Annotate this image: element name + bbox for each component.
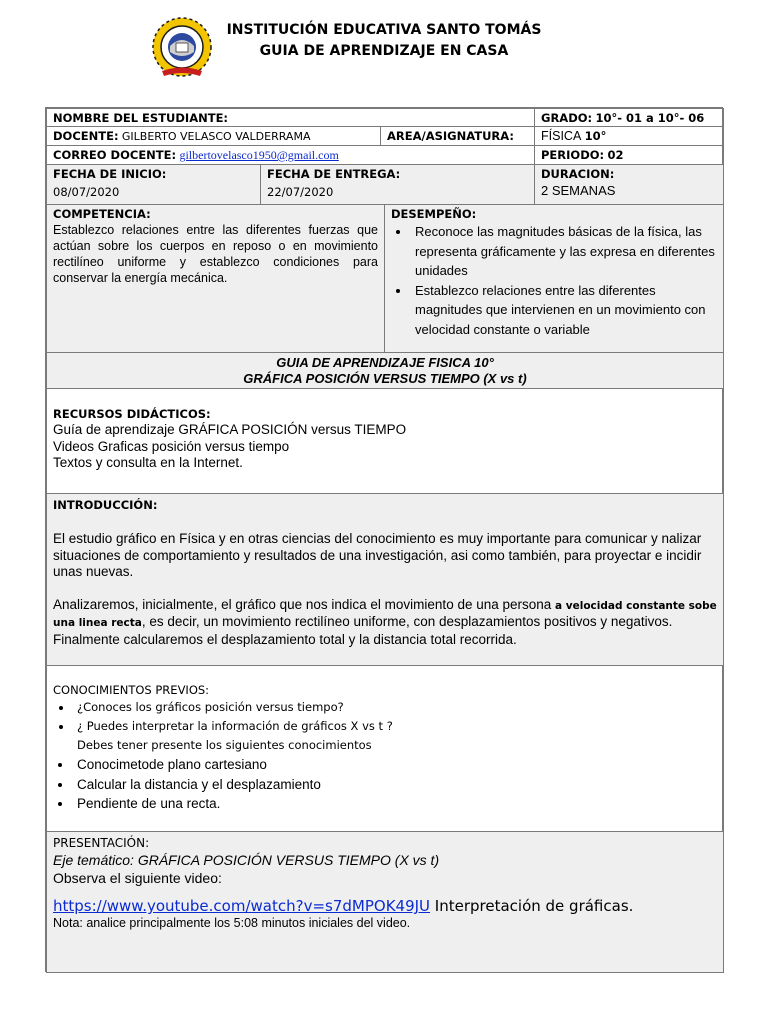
guide-title: GUIA DE APRENDIZAJE FISICA 10° (276, 355, 494, 370)
conocimientos-question: • ¿Conoces los gráficos posición versus tiempo? (73, 698, 717, 717)
student-name-cell (46, 108, 535, 127)
duration-cell (534, 164, 724, 205)
conocimientos-note: Debes tener presente los siguientes conocimientos (77, 738, 372, 752)
video-description: Interpretación de gráficas. (430, 897, 634, 915)
introduccion-p2 (53, 597, 717, 649)
area-value-cell (534, 126, 724, 146)
conocimientos-cell (46, 665, 724, 832)
due-date-cell (260, 164, 535, 205)
guide-title-cell (46, 352, 724, 389)
presentacion-observa: Observa el siguiente video: (53, 870, 222, 886)
competencia-label: COMPETENCIA: (53, 207, 151, 221)
period-cell (534, 145, 724, 165)
start-date-value: 08/07/2020 (53, 185, 120, 199)
conocimientos-question: • ¿ Puedes interpretar la información de gráficos X vs t ? (73, 717, 717, 736)
grade-cell (534, 108, 724, 127)
institution-name: INSTITUCIÓN EDUCATIVA SANTO TOMÁS (226, 22, 542, 38)
competencia-cell (46, 204, 385, 353)
conocimientos-item: • Conocimetode plano cartesiano (73, 755, 717, 775)
conocimientos-item: • Calcular la distancia y el desplazamiento (73, 775, 717, 795)
video-link[interactable]: https://www.youtube.com/watch?v=s7dMPOK49JU (53, 897, 431, 915)
presentacion-eje: Eje temático: GRÁFICA POSICIÓN VERSUS TIEMPO (X vs t) (53, 852, 440, 868)
area-grade: 10° (584, 129, 607, 143)
presentacion-nota: Nota: analice principalmente los 5:08 minutos iniciales del video. (53, 916, 411, 930)
desempeno-list (391, 222, 717, 339)
duration-value: 2 SEMANAS (541, 183, 616, 198)
recursos-line: Videos Graficas posición versus tiempo (53, 438, 290, 454)
desempeno-item: • Establezco relaciones entre las diferentes magnitudes que intervienen en un movimiento con velocidad constante o variable (411, 281, 717, 340)
grade-value: 10°- 01 a 10°- 06 (595, 111, 705, 125)
recursos-line: Textos y consulta en la Internet. (53, 455, 243, 470)
email-cell (46, 145, 535, 165)
recursos-cell (46, 388, 724, 494)
desempeno-item: • Reconoce las magnitudes básicas de la física, las representa gráficamente y las expresa en diferentes unidades (411, 222, 717, 281)
competencia-text: Establezco relaciones entre las diferentes fuerzas que actúan sobre los cuerpos en reposo o en movimiento rectilíneo uniforme y establezco condiciones para conservar la energía mecánica. (53, 223, 378, 285)
desempeno-label: DESEMPEÑO: (391, 207, 477, 221)
due-date-label: FECHA DE ENTREGA: (267, 167, 401, 181)
teacher-cell (46, 126, 381, 146)
conocimientos-item: • Pendiente de una recta. (73, 794, 717, 814)
conocimientos-list (53, 755, 717, 814)
introduccion-p2-bold: a velocidad constante sobe una linea recta (53, 599, 717, 629)
guide-sheet (45, 107, 723, 972)
teacher-email-link[interactable]: gilbertovelasco1950@gmail.com (179, 148, 339, 162)
conocimientos-questions (53, 698, 717, 736)
introduccion-p1: El estudio gráfico en Física y en otras ciencias del conocimiento es muy importante para comunicar y nalizar situaciones de comportamiento y resultados de una investigación, asi como también, para proyectar e incidir unas nuevas. (53, 531, 702, 579)
introduccion-p2-end: , es decir, un movimiento rectilíneo uniforme, con desplazamientos positivos y negativos. Finalmente calcularemos el desplazamiento total y la distancia total recorrida. (53, 614, 673, 647)
period-value: 02 (607, 148, 624, 162)
introduccion-p2-start: Analizaremos, inicialmente, el gráfico que nos indica el movimiento de una persona (53, 596, 556, 612)
presentacion-video-line (53, 897, 717, 916)
area-label: AREA/ASIGNATURA: (387, 129, 514, 143)
introduccion-cell (46, 493, 724, 666)
student-label: NOMBRE DEL ESTUDIANTE: (53, 111, 229, 125)
teacher-name: GILBERTO VELASCO VALDERRAMA (121, 130, 311, 143)
document-type: GUIA DE APRENDIZAJE EN CASA (259, 43, 509, 59)
conocimientos-label: CONOCIMIENTOS PREVIOS: (53, 683, 210, 697)
due-date-value: 22/07/2020 (267, 185, 334, 199)
guide-subtitle: GRÁFICA POSICIÓN VERSUS TIEMPO (X vs t) (243, 371, 527, 386)
email-label: CORREO DOCENTE: (53, 148, 177, 162)
period-label: PERIODO: (541, 148, 605, 162)
presentacion-label: PRESENTACIÓN: (53, 836, 150, 850)
teacher-label: DOCENTE: (53, 129, 119, 143)
introduccion-label: INTRODUCCIÓN: (53, 498, 158, 512)
start-date-label: FECHA DE INICIO: (53, 167, 167, 181)
presentacion-cell (46, 831, 724, 973)
area-value: FÍSICA (541, 129, 582, 143)
recursos-label: RECURSOS DIDÁCTICOS: (53, 407, 211, 421)
start-date-cell (46, 164, 261, 205)
recursos-line: Guía de aprendizaje GRÁFICA POSICIÓN versus TIEMPO (53, 422, 407, 437)
grade-label: GRADO: (541, 111, 593, 125)
desempeno-cell (384, 204, 724, 353)
area-cell (380, 126, 535, 146)
duration-label: DURACION: (541, 167, 615, 181)
